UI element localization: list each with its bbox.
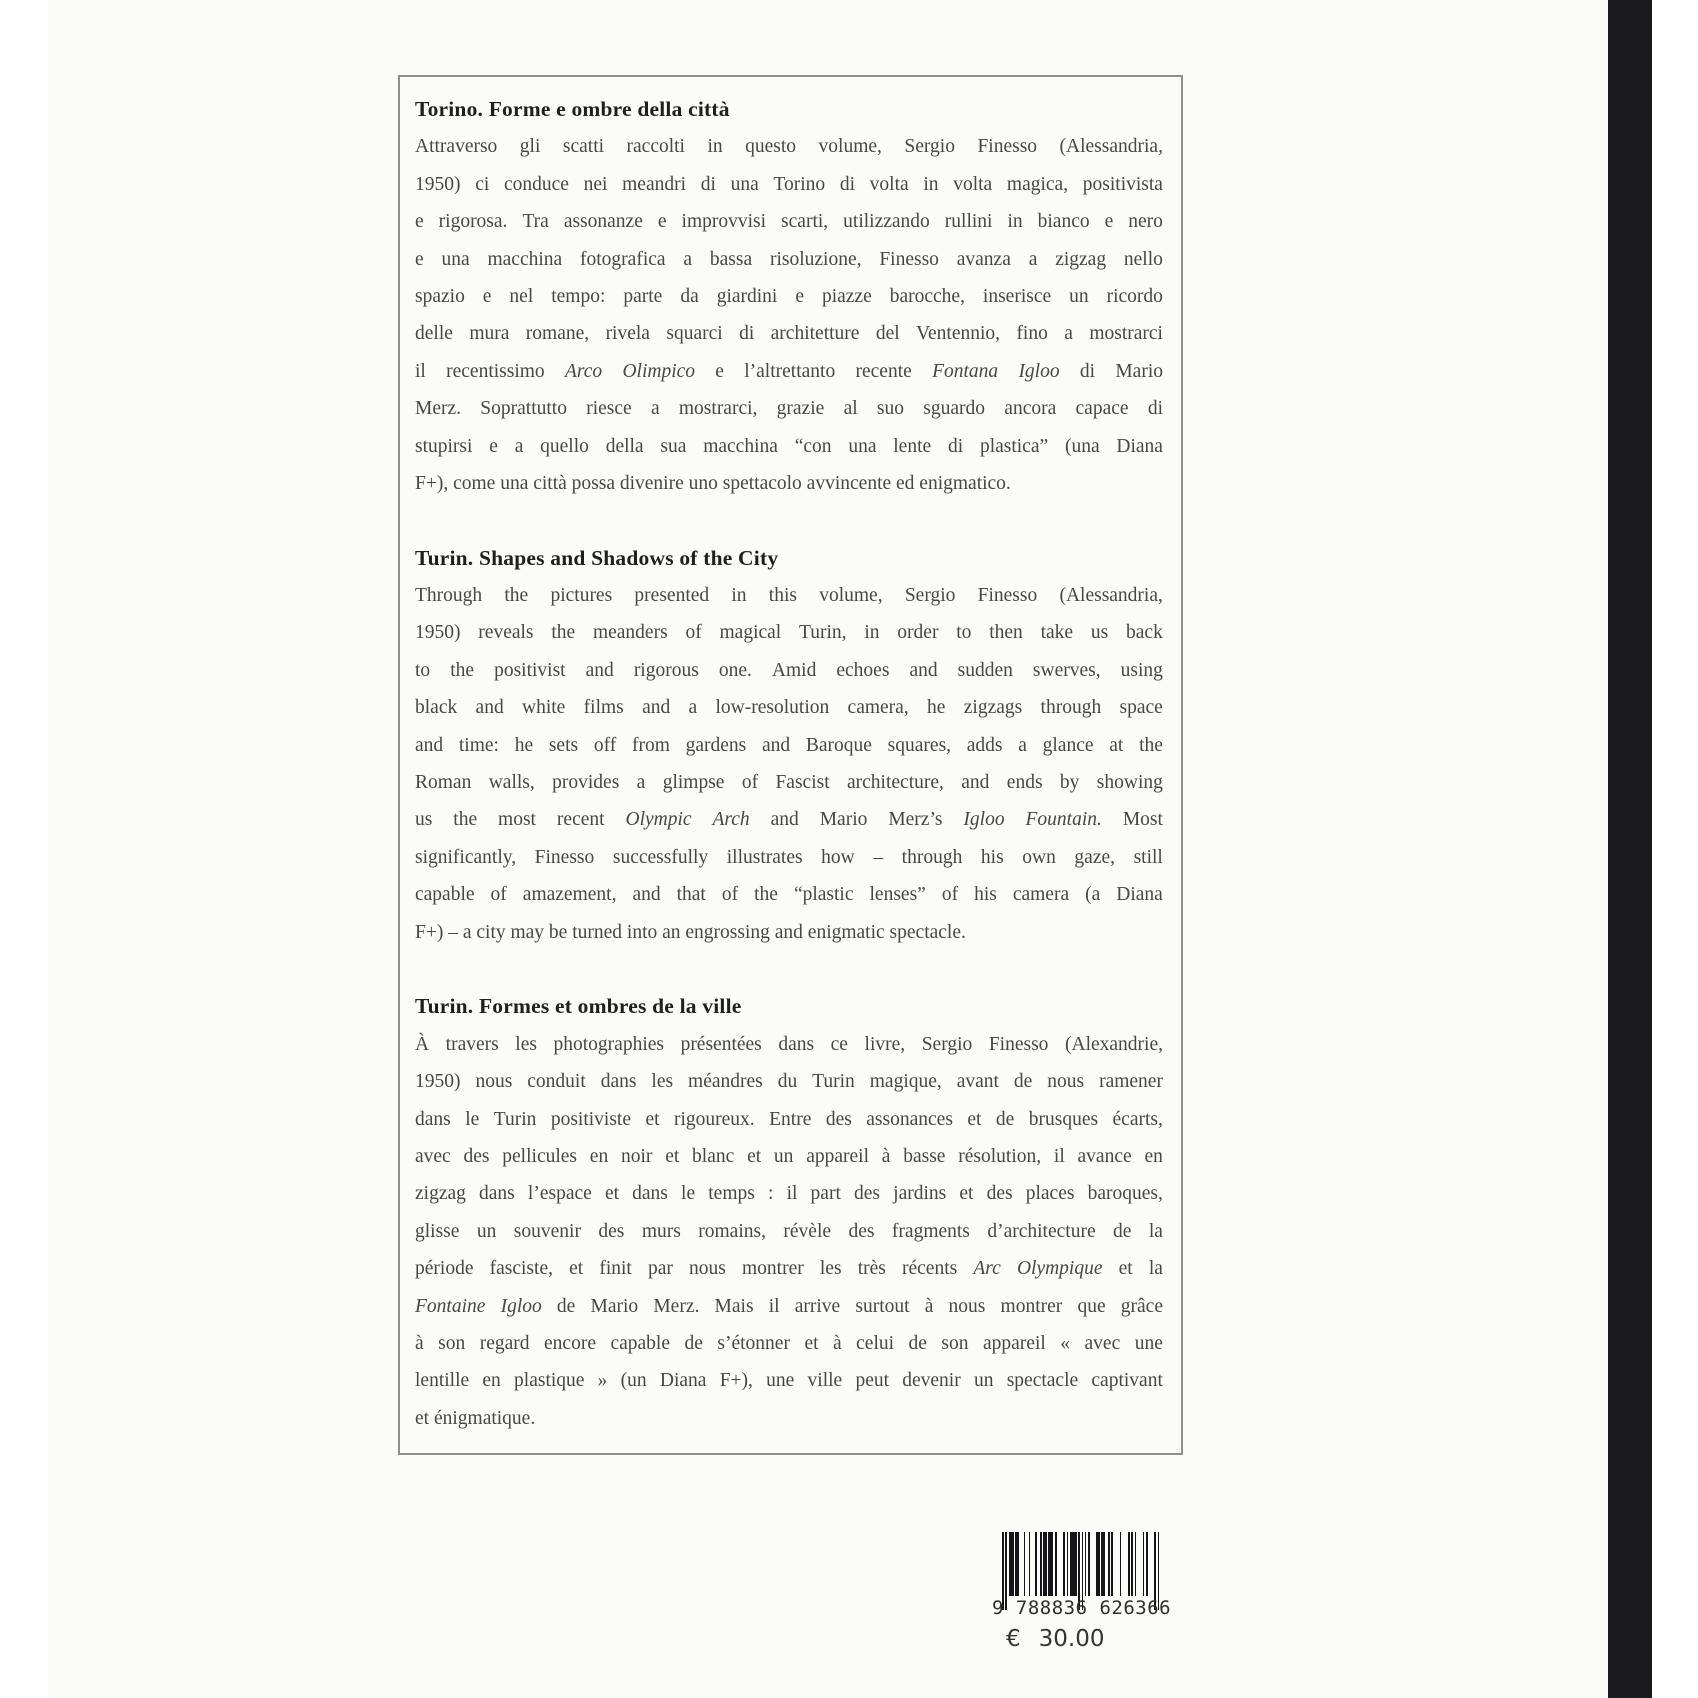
text-line: avec des pellicules en noir et blanc et un appareil à basse résolution, il avance en: [415, 1145, 1163, 1167]
cover-section: [415, 540, 1163, 951]
text-line: période fasciste, et finit par nous montrer les très récents Arc Olympique et la: [415, 1258, 1163, 1280]
cover-section: [415, 988, 1163, 1437]
text-line: 1950) reveals the meanders of magical Turin, in order to then take us back: [415, 622, 1163, 644]
text-line: zigzag dans l’espace et dans le temps : il part des jardins et des places baroques,: [415, 1183, 1163, 1205]
text-line: à son regard encore capable de s’étonner et à celui de son appareil « avec une: [415, 1332, 1163, 1354]
isbn-digits: 9 788836 626366: [992, 1597, 1172, 1619]
text-line: F+) – a city may be turned into an engrossing and enigmatic spectacle.: [415, 921, 966, 943]
text-line: il recentissimo Arco Olimpico e l’altrettanto recente Fontana Igloo di Mario: [415, 360, 1163, 382]
text-line: glisse un souvenir des murs romains, révèle des fragments d’architecture de la: [415, 1220, 1163, 1242]
description-box: [398, 75, 1183, 1455]
text-line: 1950) ci conduce nei meandri di una Torino di volta in volta magica, positivista: [415, 173, 1163, 195]
text-line: spazio e nel tempo: parte da giardini e piazze barocche, inserisce un ricordo: [415, 285, 1163, 307]
text-line: significantly, Finesso successfully illustrates how – through his own gaze, still: [415, 846, 1163, 868]
text-line: us the most recent Olympic Arch and Mario Merz’s Igloo Fountain. Most: [415, 809, 1163, 831]
section-heading: Turin. Formes et ombres de la ville: [415, 994, 742, 1019]
text-line: delle mura romane, rivela squarci di architetture del Ventennio, fino a mostrarci: [415, 323, 1163, 345]
text-line: to the positivist and rigorous one. Amid echoes and sudden swerves, using: [415, 659, 1163, 681]
text-line: Fontaine Igloo de Mario Merz. Mais il arrive surtout à nous montrer que grâce: [415, 1295, 1163, 1317]
text-line: F+), come una città possa divenire uno spettacolo avvincente ed enigmatico.: [415, 472, 1011, 494]
section-heading: Torino. Forme e ombre della città: [415, 97, 730, 121]
text-line: dans le Turin positiviste et rigoureux. Entre des assonances et de brusques écarts,: [415, 1108, 1163, 1130]
price: [1006, 1626, 1172, 1652]
text-line: et énigmatique.: [415, 1407, 536, 1429]
text-line: black and white films and a low-resolution camera, he zigzags through space: [415, 697, 1163, 719]
barcode-block: [992, 1532, 1172, 1652]
text-line: 1950) nous conduit dans les méandres du Turin magique, avant de nous ramener: [415, 1071, 1163, 1093]
cover-section: [415, 91, 1163, 502]
section-paragraph: [415, 1026, 1163, 1437]
text-line: stupirsi e a quello della sua macchina “con una lente di plastica” (una Diana: [415, 435, 1163, 457]
section-paragraph: [415, 128, 1163, 502]
text-line: e rigorosa. Tra assonanze e improvvisi scarti, utilizzando rullini in bianco e nero: [415, 211, 1163, 233]
price-currency: €: [1006, 1626, 1021, 1652]
text-line: Through the pictures presented in this volume, Sergio Finesso (Alessandria,: [415, 585, 1163, 607]
text-line: and time: he sets off from gardens and Baroque squares, adds a glance at the: [415, 734, 1163, 756]
text-line: À travers les photographies présentées dans ce livre, Sergio Finesso (Alexandrie,: [415, 1033, 1163, 1055]
text-line: e una macchina fotografica a bassa risoluzione, Finesso avanza a zigzag nello: [415, 248, 1163, 270]
text-line: Roman walls, provides a glimpse of Fascist architecture, and ends by showing: [415, 772, 1163, 794]
price-value: 30.00: [1038, 1626, 1105, 1652]
text-line: Attraverso gli scatti raccolti in questo volume, Sergio Finesso (Alessandria,: [415, 136, 1163, 158]
description-sections: [415, 91, 1163, 1437]
text-line: Merz. Soprattutto riesce a mostrarci, grazie al suo sguardo ancora capace di: [415, 398, 1163, 420]
section-paragraph: [415, 577, 1163, 951]
text-line: lentille en plastique » (un Diana F+), une ville peut devenir un spectacle captivant: [415, 1370, 1163, 1392]
book-spine-edge: [1608, 0, 1652, 1698]
text-line: capable of amazement, and that of the “plastic lenses” of his camera (a Diana: [415, 884, 1163, 906]
section-heading: Turin. Shapes and Shadows of the City: [415, 545, 779, 570]
